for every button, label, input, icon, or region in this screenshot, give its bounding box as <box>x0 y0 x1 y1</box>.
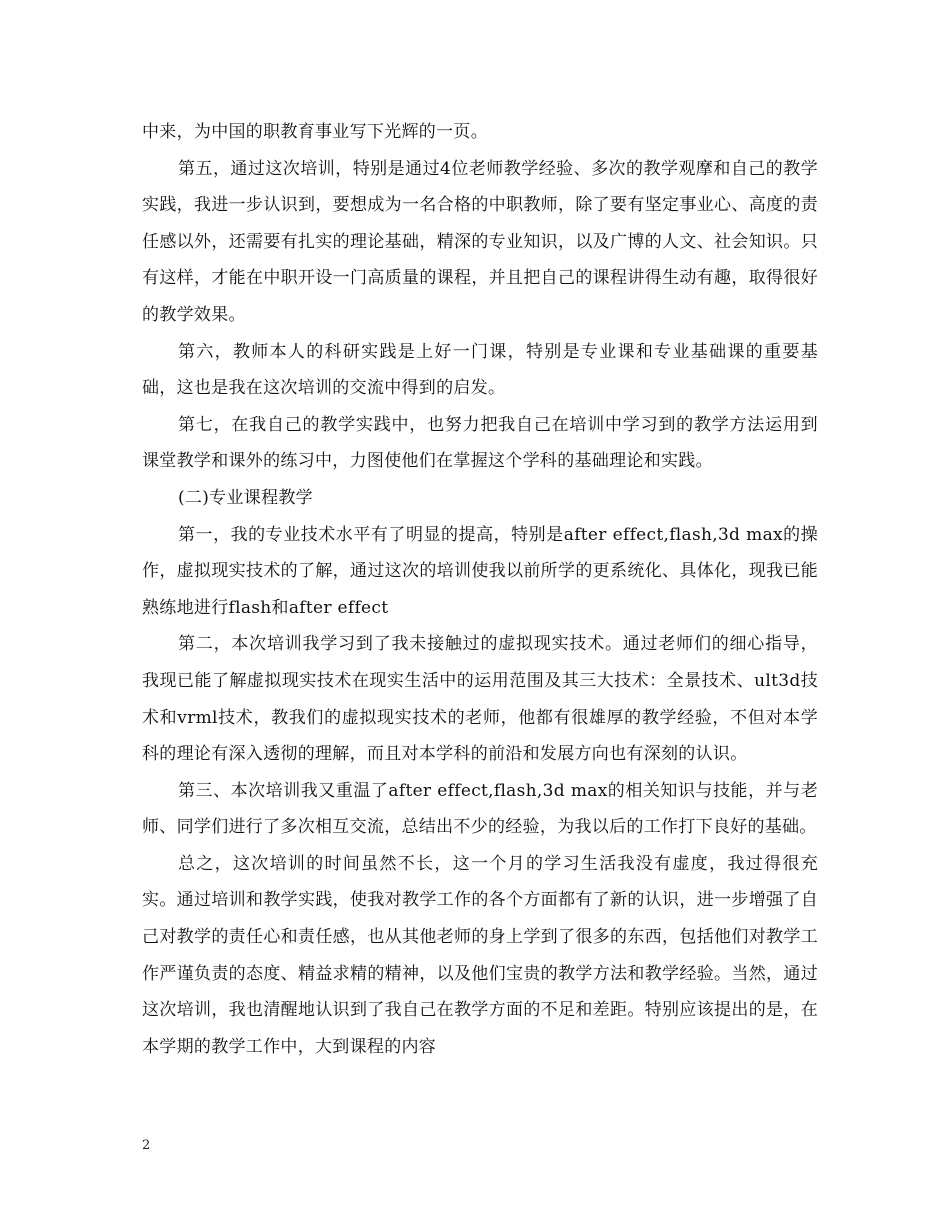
paragraph-third: 第三、本次培训我又重温了after effect,flash,3d max的相关知识与技能，并与老师、同学们进行了多次相互交流，总结出不少的经验，为我以后的工作打下良好的基础。 <box>142 780 818 838</box>
paragraph-summary: 总之，这次培训的时间虽然不长，这一个月的学习生活我没有虚度，我过得很充实。通过培训和教学实践，使我对教学工作的各个方面都有了新的认识，进一步增强了自己对教学的责任心和责任感，也从其他老师的身上学到了很多的东西，包括他们对教学工作严谨负责的态度、精益求精的精神，以及他们宝贵的教学方法和教学经验。当然，通过这次培训，我也清醒地认识到了我自己在教学方面的不足和差距。特别应该提出的是，在本学期的教学工作中，大到课程的内容 <box>142 853 818 1057</box>
paragraph-sixth: 第六，教师本人的科研实践是上好一门课，特别是专业课和专业基础课的重要基础，这也是我在这次培训的交流中得到的启发。 <box>142 341 818 399</box>
paragraph-continuation: 中来，为中国的职教育事业写下光辉的一页。 <box>142 122 488 142</box>
paragraph-second: 第二，本次培训我学习到了我未接触过的虚拟现实技术。通过老师们的细心指导，我现已能了解虚拟现实技术在现实生活中的运用范围及其三大技术：全景技术、ult3d技术和vrml技术，教我们的虚拟现实技术的老师，他都有很雄厚的教学经验，不但对本学科的理论有深入透彻的理解，而且对本学科的前沿和发展方向也有深刻的认识。 <box>142 634 818 765</box>
paragraph-fifth: 第五，通过这次培训，特别是通过4位老师教学经验、多次的教学观摩和自己的教学实践，我进一步认识到，要想成为一名合格的中职教师，除了要有坚定事业心、高度的责任感以外，还需要有扎实的理论基础，精深的专业知识，以及广博的人文、社会知识。只有这样，才能在中职开设一门高质量的课程，并且把自己的课程讲得生动有趣，取得很好的教学效果。 <box>142 158 818 325</box>
paragraph-first: 第一，我的专业技术水平有了明显的提高，特别是after effect,flash,3d max的操作，虚拟现实技术的了解，通过这次的培训使我以前所学的更系统化、具体化，现我已能熟练地进行flash和after effect <box>142 524 818 618</box>
page-number: 2 <box>142 1138 151 1153</box>
section-heading: (二)专业课程教学 <box>178 487 313 508</box>
paragraph-seventh: 第七，在我自己的教学实践中，也努力把我自己在培训中学习到的教学方法运用到课堂教学和课外的练习中，力图使他们在掌握这个学科的基础理论和实践。 <box>142 414 818 472</box>
document-body <box>142 114 818 1065</box>
